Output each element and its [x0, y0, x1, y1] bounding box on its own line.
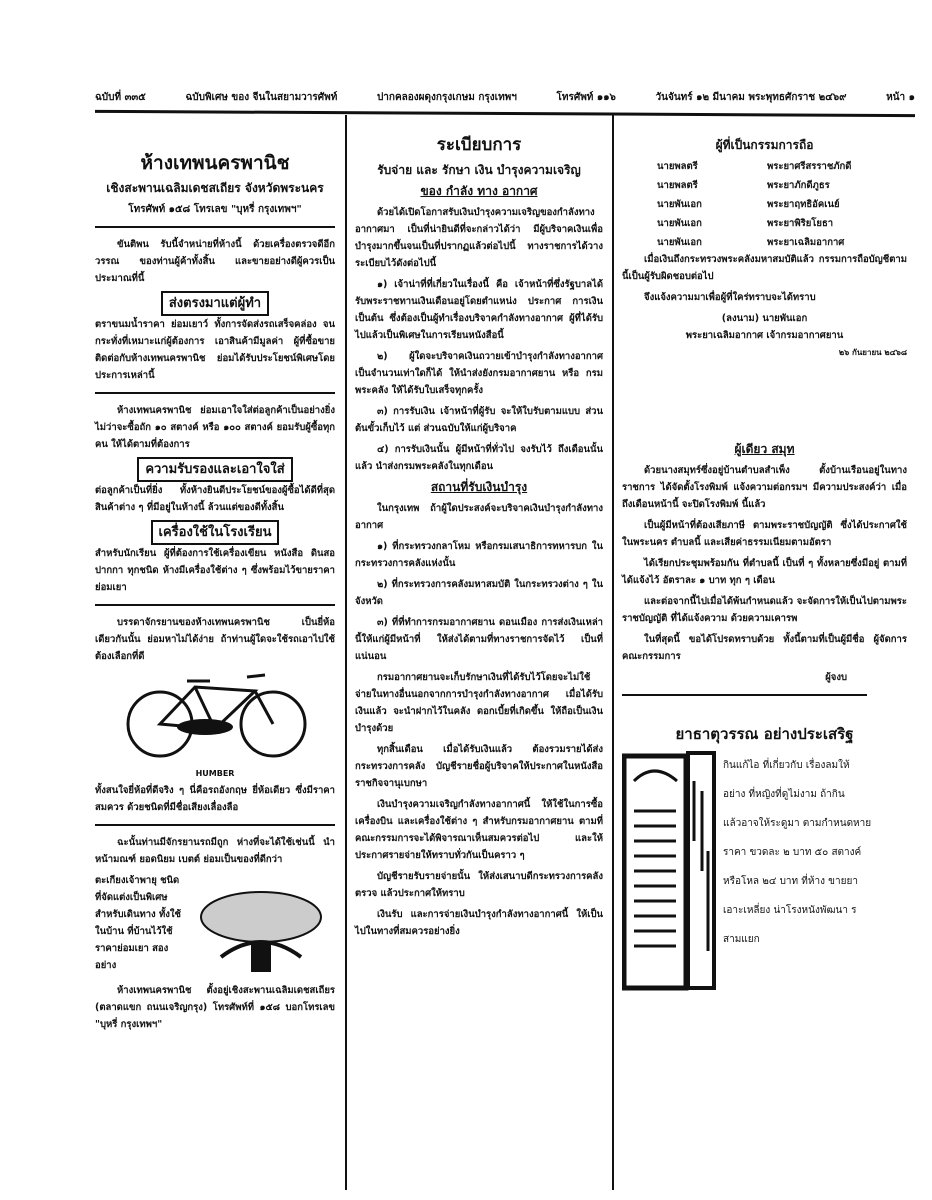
paragraph: ในที่สุดนี้ ขอได้โปรดทราบด้วย ทั้งนี้ตามที่เป็นผู้มีชื่อ ผู้จัดการ คณะกรรมการ — [622, 634, 907, 662]
paragraph: ในกรุงเทพ ถ้าผู้ใดประสงค์จะบริจาคเงินบำรุงกำลังทางอากาศ — [355, 503, 603, 531]
official-rank: นายพันเอก — [657, 218, 702, 229]
medicine-ad — [622, 751, 907, 991]
paragraph: กรมอากาศยานจะเก็บรักษาเงินที่ได้รับไว้โดยจะไม่ใช้จ่ายในทางอื่นนอกจากการบำรุงกำลังทางอากาศ เมื่อได้รับเงินแล้ว จะนำฝากไว้ในคลัง ดอกเบี้ยที่เกิดขึ้น ให้ถือเป็นเงินบำรุงด้วย — [355, 672, 603, 734]
paragraph: ๒) ที่กระทรวงการคลังมหาสมบัติ ในกระทรวงต่าง ๆ ในจังหวัด — [355, 579, 603, 607]
middle-column — [355, 125, 603, 944]
paragraph: ทุกสิ้นเดือน เมื่อได้รับเงินแล้ว ต้องรวมรายได้ส่งกระทรวงการคลัง บัญชีรายชื่อผู้บริจาคให้ประกาศในหนังสือราชกิจจานุเบกษา — [355, 744, 603, 789]
official-rank: นายพันเอก — [657, 199, 702, 210]
lamp-illustration-icon — [191, 872, 331, 982]
official-name: พระยาพิริยโยธา — [767, 218, 834, 229]
divider — [622, 694, 867, 696]
regulation-subtitle: รับจ่าย และ รักษา เงิน บำรุงความเจริญ — [377, 163, 581, 177]
paragraph: ฉะนั้นท่านมีจักรยานรถมีถูก ห่างที่จะได้ใช้เช่นนี้ นำหน้ามณฑ์ ยอดนิยม เบตต์ ย่อมเป็นของที่ดีกว่า — [95, 837, 335, 865]
ad-line: แล้วอาจให้ระดูมา ตามกำหนดหาย — [723, 818, 872, 829]
store-location: เชิงสะพานเฉลิมเดชสเถียร จังหวัดพระนคร — [106, 181, 324, 195]
paragraph: ๓) ที่ที่ทำการกรมอากาศยาน ดอนเมือง การส่งเงินเหล่านี้ให้แก่ผู้มีหน้าที่ ให้ส่งได้ตามที่ทางราชการจัดไว้ เป็นที่แน่นอน — [355, 617, 603, 662]
paragraph: ต่อลูกค้าเป็นที่ยิ่ง ทั้งห้างยินดีประโยชน์ของผู้ซื้อได้ดีที่สุด สินค้าต่าง ๆ ที่มีอยู่ในห้างนี้ ล้วนแต่ของดีทั้งสิ้น — [95, 485, 335, 513]
official-name: พระยาภักดีภูธร — [767, 180, 830, 191]
ad-line: เอาะเหลี่ยง น่าโรงหนังพัฒนา ร — [723, 905, 857, 916]
lamp-text: ตะเกียงเจ้าพายุ ชนิดที่จัดแต่งเป็นพิเศษ สำหรับเดินทาง ทั้งใช้ในบ้าน ที่บ้านไว้ใช้ ราคาย่อมเยา สองอย่าง — [95, 875, 181, 971]
boxed-slogan: ความรับรองและเอาใจใส่ — [137, 457, 292, 482]
paragraph: ห้างเทพนครพานิช ย่อมเอาใจใส่ต่อลูกค้าเป็นอย่างยิ่ง ไม่ว่าจะซื้อถัก ๑๐ สตางค์ หรือ ๑๐๐ สตางค์ ยอมรับผู้ซื้อทุกคน ให้ได้ตามที่ต้องการ — [95, 405, 335, 450]
ad-line: อย่าง ที่หญิงที่ดูไม่งาม ถ้ากิน — [723, 789, 845, 800]
phone: โทรศัพท์ ๑๑๖ — [556, 92, 616, 103]
paragraph: ๑) เจ้าน่าที่ที่เกี่ยวในเรื่องนี้ คือ เจ้าหน้าที่ซึ่งรัฐบาลได้รับพระราชทานเงินเดือนอยู่โดยตำแหน่ง ประกาศ การเงินเป็นต้น ซึ่งต้องเป็นผู้ทำเรื่องบริจาคกำลังทางอากาศ ผู้ที่ได้รับไปแล้วเป็นพิเศษในการเรียนหนังสือนี้ — [355, 279, 603, 341]
page-number: หน้า ๑ — [886, 92, 915, 103]
paragraph: จึงแจ้งความมาเพื่อผู้ที่ใคร่ทราบจะได้ทราบ — [644, 292, 816, 303]
official-name: พระยาฤทธิอัคเนย์ — [767, 199, 840, 210]
store-title: ห้างเทพนครพานิช — [140, 152, 290, 174]
publisher: ฉบับพิเศษ ของ จีนในสยามวารศัพท์ — [185, 92, 338, 103]
bicycle-caption: ทั้งสนใจยี่ห้อที่ดีจริง ๆ นี่คือรถอังกฤษ ยี่ห้อเดียว ซึ่งมีราคาสมควร ด้วยชนิดที่มีชื่อเสียงเลื่องลือ — [95, 785, 335, 813]
ad-line: สามแยก — [723, 934, 760, 945]
bicycle-caption: บรรดาจักรยานของห้างเทพนครพานิช เป็นยี่ห้อเดียวกันนั้น ย่อมหาไม่ได้ง่าย ถ้าท่านผู้ใดจะใช้รถเอาไปใช้ต้องเลือกที่ดี — [95, 617, 335, 662]
notice-heading: ผู้เดียว สมุท — [734, 442, 795, 456]
paragraph: บัญชีรายรับรายจ่ายนั้น ให้ส่งเสนาบดีกระทรวงการคลังตรวจ แล้วประกาศให้ทราบ — [355, 871, 603, 899]
official-rank: นายพลตรี — [657, 161, 698, 172]
page-header — [95, 90, 915, 105]
store-footer: ห้างเทพนครพานิช ตั้งอยู่เชิงสะพานเฉลิมเดชสเถียร (ตลาดแขก ถนนเจริญกรุง) โทรศัพท์ที่ ๑๕๘ บอกโทรเลข "บุหรี่ กรุงเทพฯ" — [95, 985, 335, 1030]
official-name: พระยาศรีสรราชภักดี — [767, 161, 852, 172]
official-rank: นายพันเอก — [657, 237, 702, 248]
medicine-box-icon — [622, 751, 717, 991]
divider — [95, 226, 335, 228]
officials-list — [622, 158, 907, 251]
paragraph: ๑) ที่กระทรวงกลาโหม หรือกรมเสนาธิการทหารบก ในกระทรวงการคลังแห่งนั้น — [355, 541, 603, 569]
paragraph: ๒) ผู้ใดจะบริจาคเงินถวายเข้าบำรุงกำลังทางอากาศ เป็นจำนวนเท่าใดก็ได้ ให้นำส่งยังกรมอากาศยาน หรือ กรมพระคลัง ให้ได้รับใบเสร็จทุกครั้ง — [355, 351, 603, 396]
paragraph: เงินบำรุงความเจริญกำลังทางอากาศนี้ ให้ใช้ในการซื้อเครื่องบิน และเครื่องใช้ต่าง ๆ สำหรับกรมอากาศยาน ตามที่คณะกรรมการจะได้พิจารณาเห็นสมควรต่อไป และให้ประกาศรายจ่ายให้ทราบทั่วกันเป็นคราว ๆ — [355, 799, 603, 861]
paragraph: เป็นผู้มีหน้าที่ต้องเสียภาษี ตามพระราชบัญญัติ ซึ่งได้ประกาศใช้ ในพระนคร ตำบลนี้ และเสียค่าธรรมเนียมตามอัตรา — [622, 520, 907, 548]
paragraph: เมื่อเงินถึงกระทรวงพระคลังมหาสมบัติแล้ว กรรมการถือบัญชีตามนี้เป็นผู้รับผิดชอบต่อไป — [622, 254, 907, 282]
paragraph: ด้วยได้เปิดโอกาสรับเงินบำรุงความเจริญของกำลังทางอากาศมา เป็นที่น่ายินดีที่จะกล่าวได้ว่า มีผู้บริจาคเงินเพื่อบำรุงมากขึ้นจนเป็นที่ปรากฏแล้วต่อไปนี้ ทางราชการได้วางระเบียบไว้ดังต่อไปนี้ — [355, 207, 603, 269]
bicycle-brand: HUMBER — [195, 769, 235, 778]
paragraph: และต่อจากนี้ไปเมื่อได้พ้นกำหนดแล้ว จะจัดการให้เป็นไปตามพระราชบัญญัติ ที่ได้แจ้งความ ด้วยความเคารพ — [622, 596, 907, 624]
paragraph: ได้เรียกประชุมพร้อมกัน ที่ตำบลนี้ เป็นที่ ๆ ทั้งหลายซึ่งมีอยู่ ตามที่ได้แจ้งไว้ อัตราละ ๑ บาท ทุก ๆ เดือน — [622, 558, 907, 586]
official-name: พระยาเฉลิมอากาศ — [767, 237, 845, 248]
regulation-title: ระเบียบการ — [436, 135, 522, 155]
header-rule — [95, 110, 915, 117]
signature-line: (ลงนาม) นายพันเอก — [721, 313, 808, 324]
divider — [95, 604, 335, 606]
section-heading: สถานที่รับเงินบำรุง — [430, 480, 528, 494]
paragraph: สำหรับนักเรียน ผู้ที่ต้องการใช้เครื่องเขียน หนังสือ ดินสอ ปากกา ทุกชนิด ห้างมีเครื่องใช้ต่าง ๆ ซึ่งพร้อมไว้ขายราคาย่อมเยา — [95, 548, 335, 593]
divider — [95, 824, 335, 826]
ad-line: กินแก้ไอ ที่เกี่ยวกับ เรื่องลมให้ — [723, 760, 850, 771]
issue-date: วันจันทร์ ๑๒ มีนาคม พระพุทธศักราช ๒๔๖๙ — [655, 92, 847, 103]
column-divider — [345, 115, 347, 1190]
paragraph: ด้วยนางสมุทร์ซึ่งอยู่บ้านตำบลสำเพ็ง ตั้งบ้านเรือนอยู่ในทางราชการ ได้จัดตั้งโรงพิมพ์ แจ้งความต่อกรมฯ มีความประสงค์ว่า เมื่อถึงเดือนหน้านี้ จะปิดโรงพิมพ์ นี้แล้ว — [622, 465, 907, 510]
boxed-slogan: เครื่องใช้ในโรงเรียน — [151, 520, 280, 545]
boxed-slogan: ส่งตรงมาแต่ผู้ทำ — [161, 291, 269, 316]
address: ปากคลองผดุงกรุงเกษม กรุงเทพฯ — [376, 92, 517, 103]
column-divider — [612, 115, 614, 1190]
notice-date: ๒๖ กันยายน ๒๔๖๘ — [838, 348, 907, 357]
right-column — [622, 125, 907, 991]
ad-line: ราคา ขวดละ ๒ บาท ๕๐ สตางค์ — [723, 847, 862, 858]
paragraph: ๓) การรับเงิน เจ้าหน้าที่ผู้รับ จะให้ใบรับตามแบบ ส่วนต้นขั้วเก็บไว้ แต่ ส่วนฉบับให้แก่ผู้บริจาค — [355, 406, 603, 434]
ad-line: หรือโหล ๒๔ บาท ที่ห้าง ขายยา — [723, 876, 858, 887]
paragraph: ขันติพน รับนี้จำหน่ายที่ห้างนี้ ด้วยเครื่องตรวจดีอีกวรรณ ของท่านผู้ค้าทั้งสิ้น และขายอย่างดีผู้ควรเป็นประมาณที่นี้ — [95, 239, 335, 284]
signature: ผู้จงบ — [825, 672, 847, 683]
paragraph: ๔) การรับเงินนั้น ผู้มีหน้าที่ทั่วไป จงรับไว้ ถึงเดือนนั้นแล้ว นำส่งกรมพระคลังในทุกเดือน — [355, 444, 603, 472]
official-rank: นายพลตรี — [657, 180, 698, 191]
paragraph: ตราขนมน้ำราคา ย่อมเยาว์ ทั้งการจัดส่งรถเสร็จคล่อง จนกระทั่งที่เหมาะแก่ผู้ต้องการ เอาสินค้ามีมูลค่า ผู้ที่ซื้อขายติดต่อกับห้างเทพนครพานิช ย่อมได้รับประโยชน์พิเศษโดยประการเหล่านี้ — [95, 319, 335, 381]
medicine-ad-title: ยาธาตุวรรณ อย่างประเสริฐ — [675, 725, 854, 743]
signer-name: พระยาเฉลิมอากาศ เจ้ากรมอากาศยาน — [685, 330, 844, 341]
store-phone: โทรศัพท์ ๑๕๘ โทรเลข "บุหรี่ กรุงเทพฯ" — [128, 204, 302, 215]
left-column — [95, 125, 335, 1037]
bicycle-illustration — [95, 669, 335, 782]
regulation-subtitle2: ของ กำลัง ทาง อากาศ — [420, 184, 538, 198]
committee-title: ผู้ที่เป็นกรรมการถือ — [715, 138, 814, 152]
divider — [95, 392, 335, 394]
bicycle-icon — [115, 669, 315, 759]
section-number: ฉบับที่ ๓๓๕ — [95, 92, 146, 103]
paragraph: เงินรับ และการจ่ายเงินบำรุงกำลังทางอากาศนี้ ให้เป็นไปในทางที่สมควรอย่างยิ่ง — [355, 909, 603, 937]
